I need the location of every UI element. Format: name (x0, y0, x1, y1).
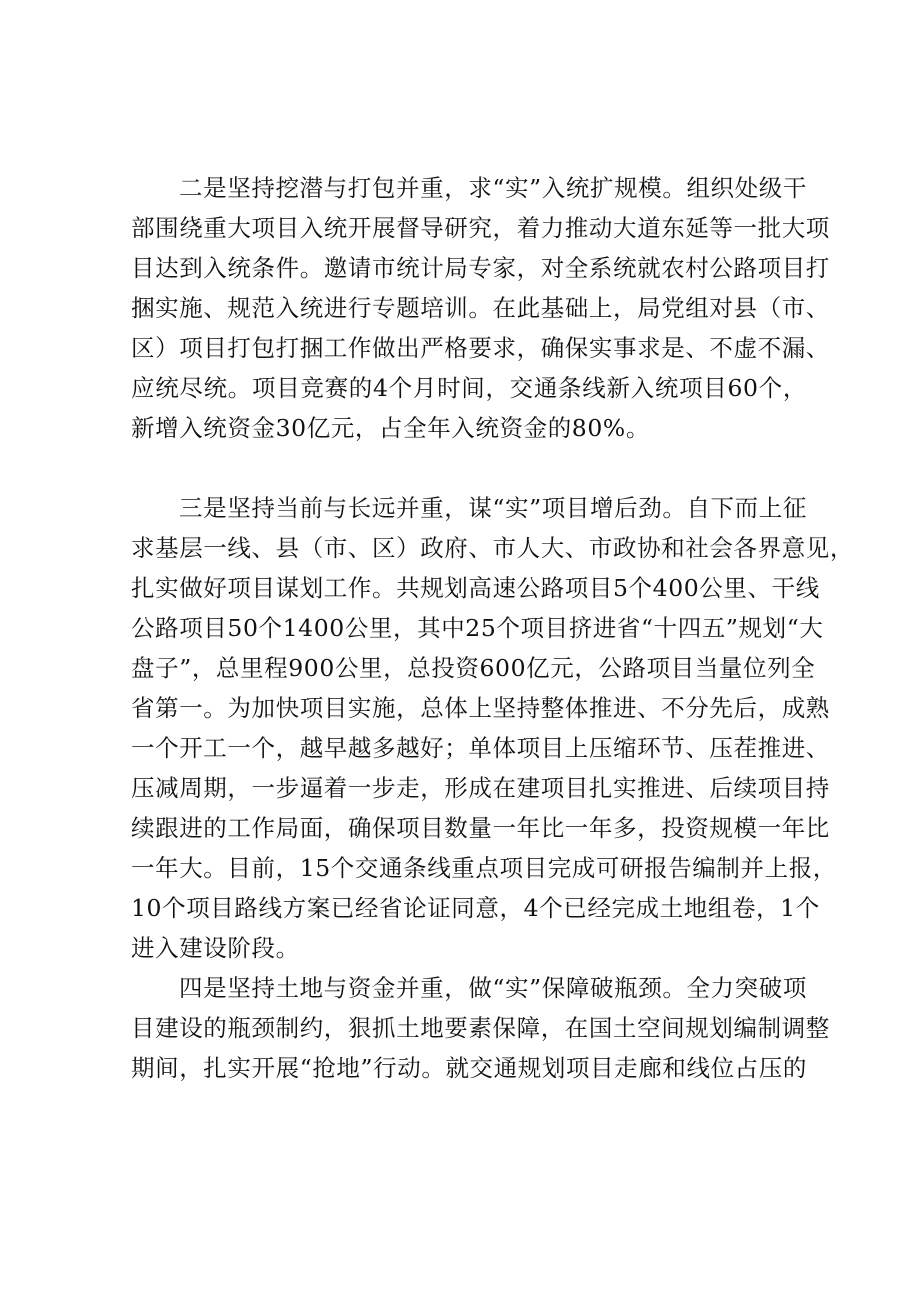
paragraph-line: 三是坚持当前与长远并重，谋“实”项目增后劲。自下而上征 (179, 494, 807, 522)
paragraph-spacer (131, 448, 807, 488)
paragraph-line: 盘子”，总里程900公里，总投资600亿元，公路项目当量位列全 (131, 654, 816, 682)
paragraph-4 (131, 968, 830, 1088)
paragraph-line: 应统尽统。项目竞赛的4个月时间，交通条线新入统项目60个， (131, 374, 807, 402)
paragraph-line: 一年大。目前，15个交通条线重点项目完成可研报告编制并上报， (131, 854, 837, 882)
paragraph-2 (131, 168, 830, 448)
paragraph-line: 进入建设阶段。 (131, 934, 300, 962)
document-body (131, 168, 854, 1088)
paragraph-line: 续跟进的工作局面，确保项目数量一年比一年多，投资规模一年比 (131, 814, 830, 842)
paragraph-line: 部围绕重大项目入统开展督导研究，着力推动大道东延等一批大项 (131, 214, 830, 242)
paragraph-line: 扎实做好项目谋划工作。共规划高速公路项目5个400公里、干线 (131, 574, 820, 602)
paragraph-3 (131, 488, 854, 968)
paragraph-line: 10个项目路线方案已经省论证同意，4个已经完成土地组卷，1个 (131, 894, 820, 922)
paragraph-line: 求基层一线、县（市、区）政府、市人大、市政协和社会各界意见， (131, 534, 854, 562)
paragraph-line: 目达到入统条件。邀请市统计局专家，对全系统就农村公路项目打 (131, 254, 830, 282)
paragraph-line: 四是坚持土地与资金并重，做“实”保障破瓶颈。全力突破项 (179, 974, 807, 1002)
paragraph-line: 捆实施、规范入统进行专题培训。在此基础上，局党组对县（市、 (131, 294, 830, 322)
paragraph-line: 公路项目50个1400公里，其中25个项目挤进省“十四五”规划“大 (131, 614, 824, 642)
paragraph-line: 目建设的瓶颈制约，狠抓土地要素保障，在国土空间规划编制调整 (131, 1014, 830, 1042)
paragraph-line: 新增入统资金30亿元，占全年入统资金的80%。 (131, 414, 650, 442)
paragraph-line: 区）项目打包打捆工作做出严格要求，确保实事求是、不虚不漏、 (131, 334, 830, 362)
paragraph-line: 压减周期，一步逼着一步走，形成在建项目扎实推进、后续项目持 (131, 774, 830, 802)
paragraph-line: 期间，扎实开展“抢地”行动。就交通规划项目走廊和线位占压的 (131, 1054, 807, 1082)
paragraph-line: 二是坚持挖潜与打包并重，求“实”入统扩规模。组织处级干 (179, 174, 807, 202)
paragraph-line: 一个开工一个，越早越多越好；单体项目上压缩环节、压茬推进、 (131, 734, 830, 762)
paragraph-line: 省第一。为加快项目实施，总体上坚持整体推进、不分先后，成熟 (131, 694, 830, 722)
